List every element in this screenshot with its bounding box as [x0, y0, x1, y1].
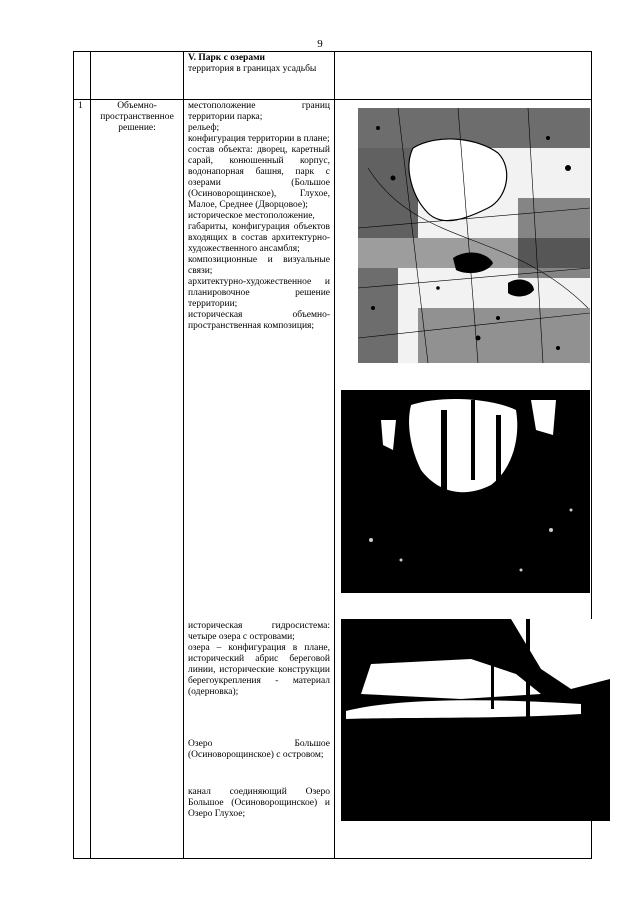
lake-shore-photo [341, 619, 610, 821]
feature-item: композиционные и визуальные связи; [188, 255, 330, 276]
lake-big-item: Озеро Большое (Осиноворощинское) с островом; [188, 739, 330, 760]
table-top-border [73, 51, 592, 52]
table-col-line-3 [334, 51, 335, 859]
page-number: 9 [317, 38, 323, 50]
feature-item: состав объекта: дворец, каретный сарай, конюшенный корпус, водонапорная башня, парк с озерами (Большое (Осиноворощинское), Глухое, Малое, Среднее (Дворцовое); [188, 145, 330, 210]
section-subtitle: территория в границах усадьбы [188, 64, 317, 74]
feature-item: рельеф; [188, 123, 220, 133]
canal-item: канал соединяющий Озеро Большое (Осиноворощинское) и Озеро Глухое; [188, 787, 330, 819]
feature-item: местоположение границ территории парка; [188, 101, 330, 122]
feature-item: конфигурация территории в плане; [188, 134, 330, 144]
feature-item: историческое местоположение, [188, 211, 315, 221]
table-bottom-border [73, 858, 592, 859]
feature-item: архитектурно-художественное и планировочное решение территории; [188, 277, 330, 309]
table-col-line-2 [183, 51, 184, 859]
row-number: 1 [78, 101, 83, 111]
section-title: V. Парк с озерами [188, 53, 266, 63]
table-col-line-1 [90, 51, 91, 859]
table-header-separator [73, 99, 592, 100]
row-category: Объемно-пространственное решение: [100, 101, 174, 133]
feature-item: историческая объемно-пространственная композиция; [188, 310, 330, 331]
feature-item: габариты, конфигурация объектов входящих в состав архитектурно-художественного ансамбля; [188, 222, 330, 254]
historic-plan-map-image [358, 108, 590, 363]
feature-item: озера – конфигурация в плане, исторический абрис береговой линии, исторические конструкции берегоукрепления - материал (одерновка); [188, 643, 330, 697]
table-col-line-0 [73, 51, 74, 859]
feature-list-1 [188, 101, 330, 332]
feature-list-2 [188, 621, 330, 698]
feature-item: историческая гидросистема: четыре озера с островами; [188, 621, 330, 642]
park-forest-photo [341, 390, 590, 593]
